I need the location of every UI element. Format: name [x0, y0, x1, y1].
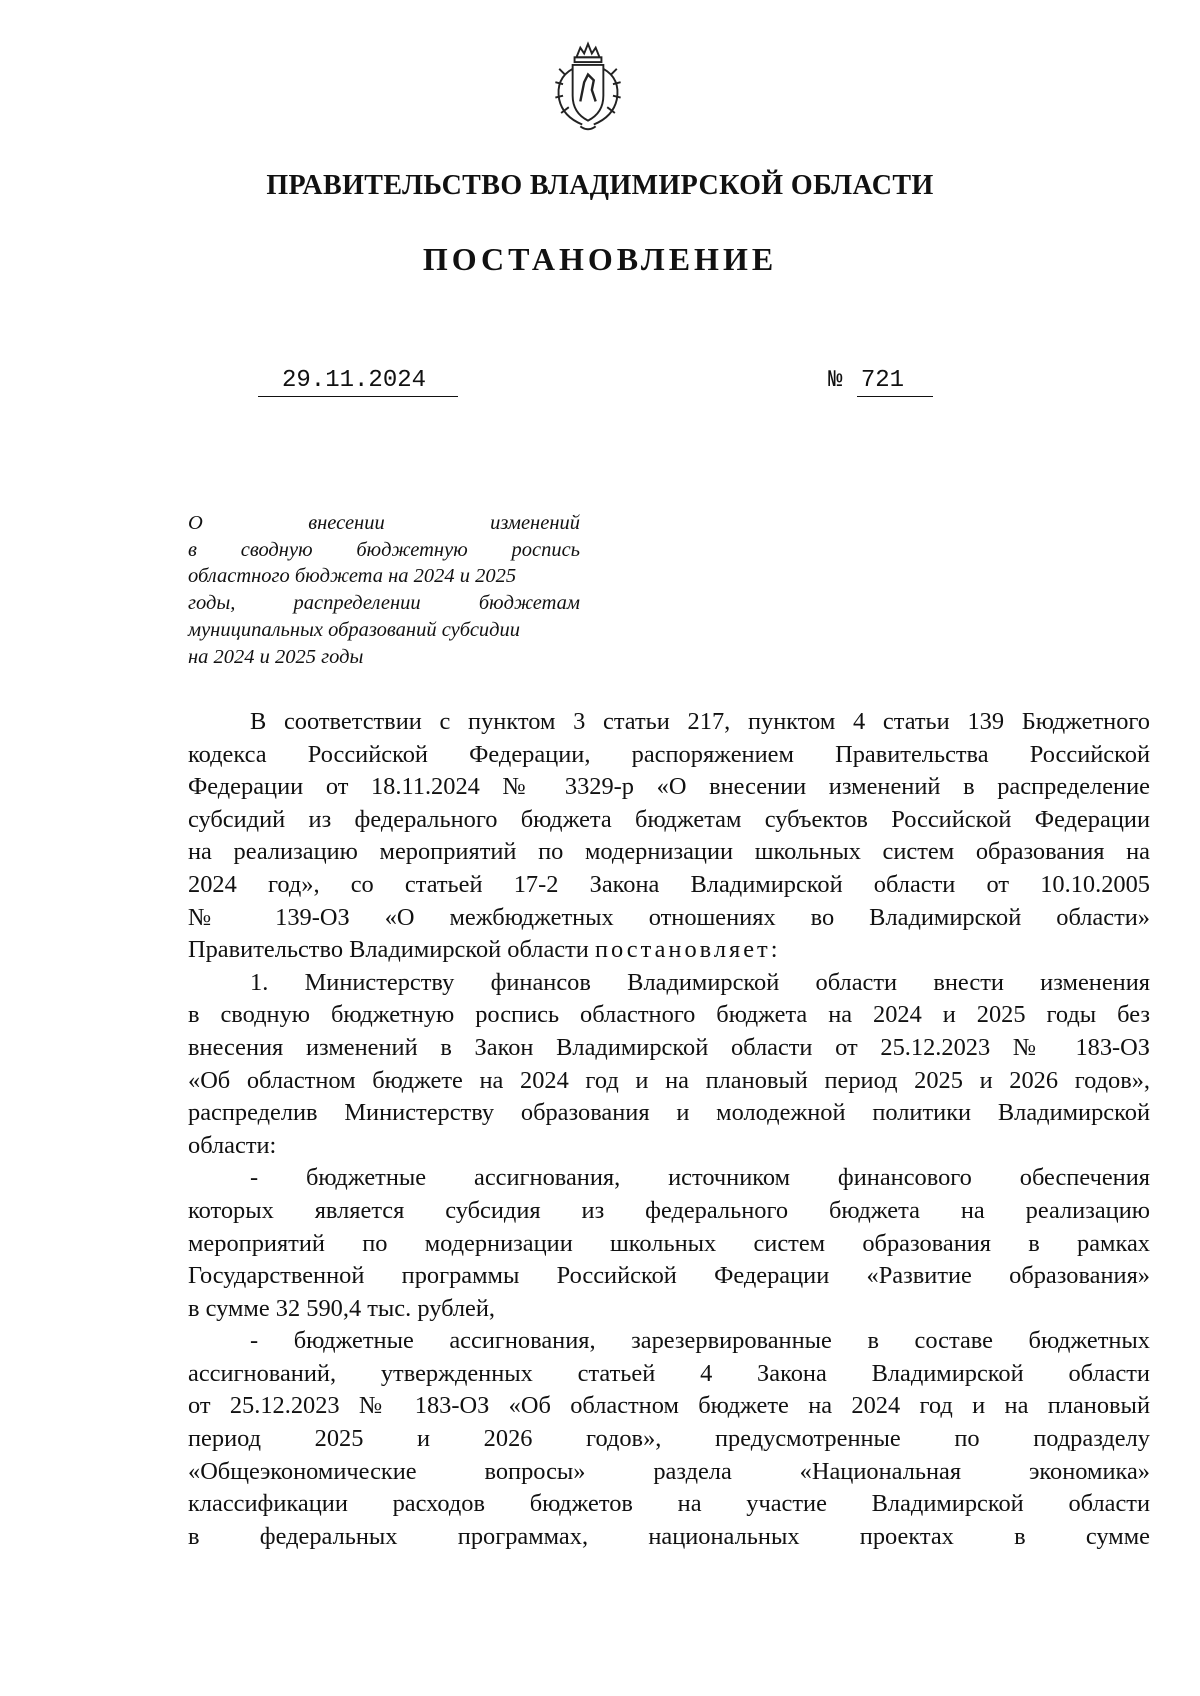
body-line: В соответствии с пунктом 3 статьи 217, пунктом 4 статьи 139 Бюджетного [250, 708, 1150, 735]
body-line: 1. Министерству финансов Владимирской области внести изменения [250, 968, 1150, 996]
subject-line: на 2024 и 2025 годы [188, 645, 364, 668]
government-name: ПРАВИТЕЛЬСТВО ВЛАДИМИРСКОЙ ОБЛАСТИ [266, 170, 934, 201]
body-line: которых является субсидия из федерального бюджета на реализацию [188, 1196, 1150, 1224]
document-type: ПОСТАНОВЛЕНИЕ [422, 241, 778, 277]
body-line: области: [188, 1131, 277, 1159]
body-line: - бюджетные ассигнования, зарезервированные в составе бюджетных [250, 1327, 1150, 1355]
body-line-decision [188, 934, 1150, 967]
body-line: 2024 год», со статьей 17-2 Закона Владимирской области от 10.10.2005 [188, 870, 1150, 898]
body-line: субсидий из федерального бюджета бюджетам субъектов Российской Федерации [188, 805, 1150, 833]
document-subject [188, 510, 580, 670]
coat-of-arms-icon [540, 40, 636, 136]
body-line: Федерации от 18.11.2024 № 3329-р «О внесении изменений в распределение [188, 773, 1150, 801]
subject-line: муниципальных образований субсидии [188, 618, 521, 641]
body-line: мероприятий по модернизации школьных систем образования в рамках [188, 1229, 1150, 1257]
body-line: классификации расходов бюджетов на участие Владимирской области [188, 1490, 1150, 1518]
body-line: «Об областном бюджете на 2024 год и на плановый период 2025 и 2026 годов», [188, 1066, 1150, 1094]
body-line: в федеральных программах, национальных проектах в сумме [188, 1522, 1150, 1550]
subject-line: в сводную бюджетную роспись [188, 538, 580, 561]
spaced-verb: постановляет: [594, 936, 781, 964]
body-line: от 25.12.2023 № 183-ОЗ «Об областном бюджете на 2024 год и на плановый [188, 1392, 1150, 1420]
body-line: распределив Министерству образования и молодежной политики Владимирской [188, 1099, 1150, 1127]
body-line: в сводную бюджетную роспись областного бюджета на 2024 и 2025 годы без [188, 1001, 1150, 1029]
document-date: 29.11.2024 [258, 366, 458, 397]
subject-line: О внесении изменений [188, 512, 580, 534]
body-line: № 139-ОЗ «О межбюджетных отношениях во Владимирской области» [188, 903, 1150, 931]
body-line: «Общеэкономические вопросы» раздела «Национальная экономика» [188, 1457, 1150, 1485]
document-body [188, 706, 1150, 1553]
body-line: Государственной программы Российской Федерации «Развитие образования» [188, 1262, 1150, 1290]
body-line: на реализацию мероприятий по модернизации школьных систем образования на [188, 838, 1150, 866]
body-line: кодекса Российской Федерации, распоряжением Правительства Российской [188, 740, 1150, 768]
document-number [828, 366, 933, 397]
body-line: ассигнований, утвержденных статьей 4 Закона Владимирской области [188, 1359, 1150, 1387]
body-line: - бюджетные ассигнования, источником финансового обеспечения [250, 1164, 1150, 1192]
body-line: в сумме 32 590,4 тыс. рублей, [188, 1294, 496, 1322]
number-value: 721 [857, 366, 933, 397]
number-sign: № [828, 367, 843, 394]
body-text: Правительство Владимирской области [188, 936, 595, 964]
subject-line: областного бюджета на 2024 и 2025 [188, 565, 517, 588]
subject-line: годы, распределении бюджетам [188, 592, 580, 615]
body-line: внесения изменений в Закон Владимирской области от 25.12.2023 № 183-ОЗ [188, 1033, 1150, 1061]
body-line: период 2025 и 2026 годов», предусмотренные по подразделу [188, 1425, 1150, 1453]
